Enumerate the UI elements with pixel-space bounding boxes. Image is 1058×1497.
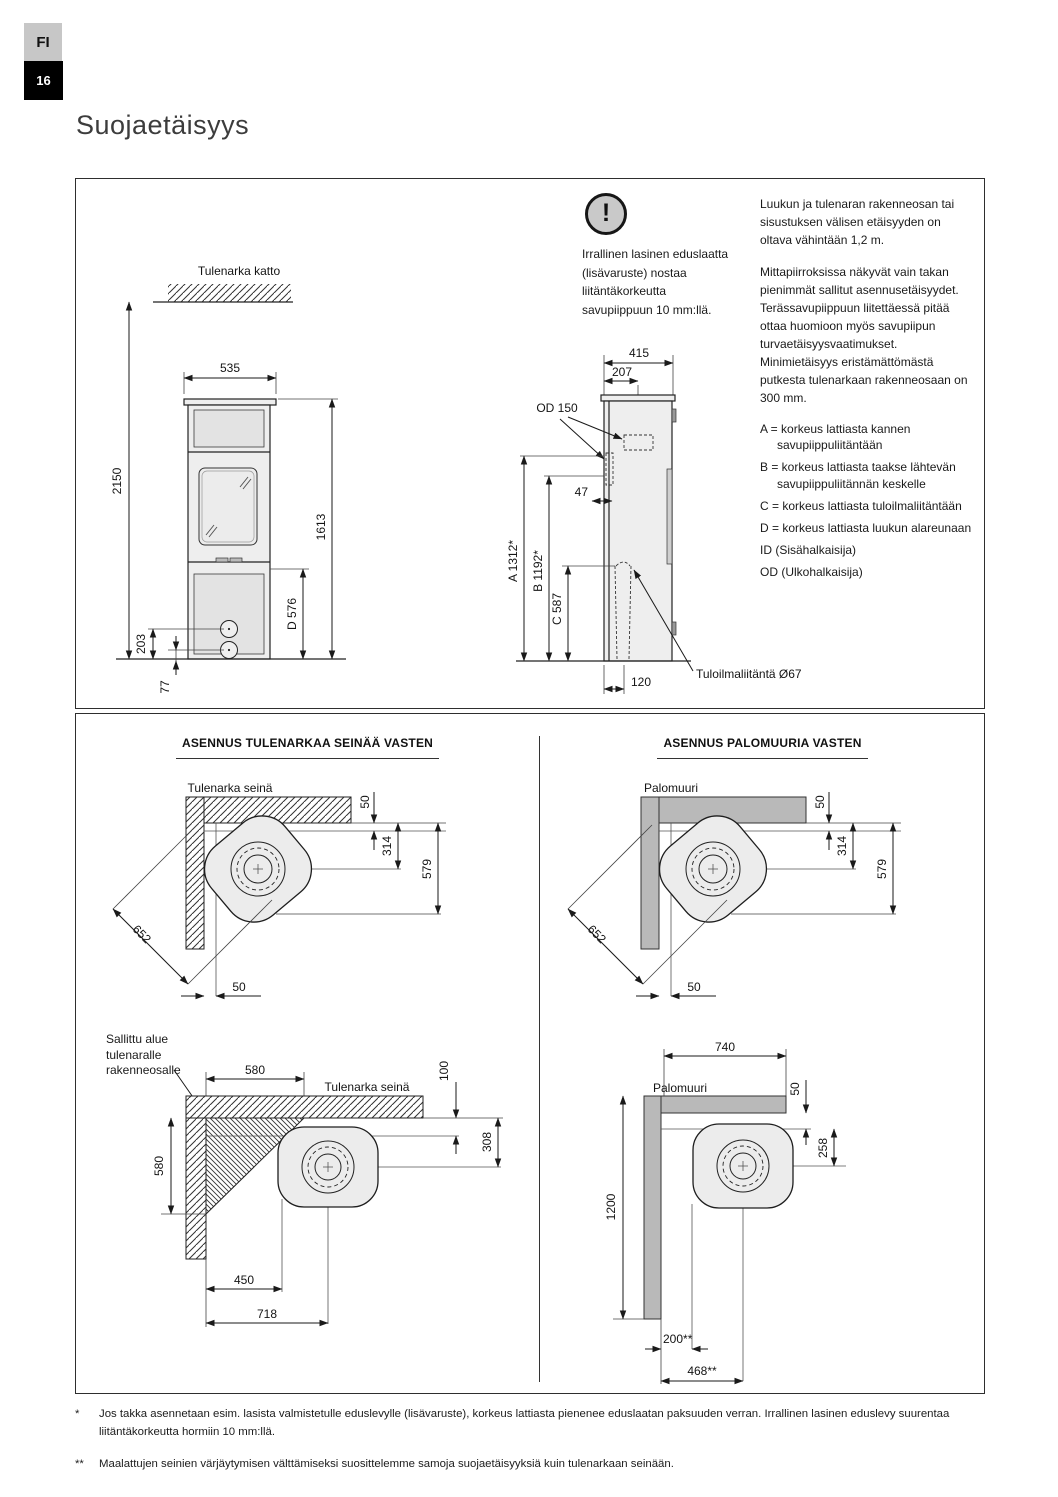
wall-firewall-diagram: [601, 1014, 1001, 1386]
svg-text:100: 100: [437, 1060, 451, 1082]
allowed-area-label: Sallittu alue tulenaralle rakenneosalle: [106, 1032, 181, 1078]
svg-text:258: 258: [816, 1137, 830, 1159]
footnote: [75, 1456, 959, 1474]
dim-2150: [110, 302, 129, 659]
dim-50-top: [358, 792, 374, 850]
footnote-marker: *: [75, 1408, 80, 1420]
svg-text:Palomuuri: Palomuuri: [644, 781, 699, 795]
flammable-ceiling: [153, 284, 293, 302]
column-divider: [539, 736, 540, 1382]
svg-text:308: 308: [480, 1131, 494, 1153]
legend-item: A = korkeus lattiasta kannen savupiippuliitäntään: [760, 422, 911, 453]
dim-579: [420, 823, 438, 914]
dim-314: [835, 823, 853, 869]
dimension-figure-panel: [75, 178, 985, 709]
svg-text:50: 50: [358, 795, 372, 809]
svg-text:579: 579: [420, 858, 434, 880]
svg-text:50: 50: [687, 980, 701, 994]
dim-579: [875, 823, 893, 914]
corner-firewall-diagram: [556, 774, 916, 1009]
footnote-text: Jos takka asennetaan esim. lasista valmistetulle eduslevylle (lisävaruste), korkeus lattiasta pienenee eduslaatan paksuuden verran. Irrallinen lasinen eduslevy suurentaa liitäntäkorkeutta hormiin 10 mm:llä.: [99, 1408, 950, 1438]
dim-314: [380, 823, 398, 869]
svg-text:1200: 1200: [604, 1193, 618, 1221]
svg-text:Tuloilmaliitäntä Ø67: Tuloilmaliitäntä Ø67: [696, 667, 802, 681]
dim-120: [604, 665, 651, 694]
wall-flammable-diagram: [91, 1014, 521, 1339]
svg-text:50: 50: [813, 795, 827, 809]
dim-258: [816, 1129, 834, 1166]
svg-text:652: 652: [129, 922, 154, 947]
svg-text:B 1192*: B 1192*: [531, 550, 545, 592]
legend-item: OD (Ulkohalkaisija): [760, 565, 863, 580]
svg-text:580: 580: [244, 1063, 266, 1077]
dim-50-top: [813, 792, 829, 850]
info-column: [760, 195, 974, 587]
svg-text:OD 150: OD 150: [536, 401, 578, 415]
svg-text:120: 120: [631, 675, 652, 689]
dim-1200: [604, 1096, 644, 1319]
svg-text:Tulenarka seinä: Tulenarka seinä: [324, 1080, 410, 1094]
dim-450: [206, 1273, 282, 1289]
svg-text:C 587: C 587: [550, 592, 564, 626]
language-tab: FI: [24, 23, 62, 61]
stove-front-body: [184, 399, 276, 659]
svg-text:50: 50: [232, 980, 246, 994]
svg-text:450: 450: [233, 1273, 255, 1287]
svg-text:1613: 1613: [314, 513, 328, 541]
footnotes: [75, 1406, 959, 1489]
svg-text:77: 77: [158, 680, 172, 694]
dim-50: [788, 1080, 806, 1145]
corner-flammable-wall-diagram: [101, 774, 461, 1009]
svg-text:740: 740: [714, 1040, 736, 1054]
svg-text:207: 207: [611, 365, 633, 379]
dim-50-side: [636, 980, 716, 996]
svg-text:314: 314: [380, 835, 394, 857]
warning-icon: !: [585, 193, 627, 235]
legend-item: D = korkeus lattiasta luukun alareunaan: [760, 520, 972, 535]
legend-item: B = korkeus lattiasta taakse lähtevän savupiippuliitännän keskelle: [760, 460, 956, 491]
dim-100: [437, 1061, 456, 1154]
svg-text:468**: 468**: [687, 1364, 717, 1378]
dim-200: [645, 1332, 708, 1349]
info-paragraph-2: Mittapiirroksissa näkyvät vain takan pienimmät sallitut asennusetäisyydet. Terässavupiippuun liitettäessä pitää ottaa huomioon myös savupiipun turvaetäisyysvaatimukset. Minimietäisyys eristämättömästä putkesta tulenarkaan rakenneosaan on 300 mm.: [760, 265, 968, 405]
page-title: Suojaetäisyys: [76, 110, 250, 140]
dim-535: [184, 361, 276, 394]
dim-308: [423, 1118, 503, 1167]
dim-50-side: [181, 980, 261, 996]
svg-text:D 576: D 576: [285, 597, 299, 631]
info-paragraph-1: Luukun ja tulenaran rakenneosan tai sisustuksen välisen etäisyyden on oltava vähintään 1,2 m.: [760, 197, 955, 247]
svg-text:718: 718: [256, 1307, 278, 1321]
dim-718: [206, 1307, 328, 1323]
svg-text:50: 50: [788, 1082, 802, 1096]
dim-468: [661, 1364, 743, 1381]
stove-top-view: [693, 1124, 793, 1208]
stove-front-view-diagram: [106, 244, 456, 714]
legend-item: ID (Sisähalkaisija): [760, 543, 857, 558]
svg-text:Tulenarka seinä: Tulenarka seinä: [187, 781, 273, 795]
right-column-header: ASENNUS PALOMUURIA VASTEN: [539, 736, 986, 759]
svg-text:580: 580: [152, 1155, 166, 1177]
footnote-text: Maalattujen seinien värjäytymisen välttämiseksi suosittelemme samoja suojaetäisyyksiä kuin tulenarkaan seinään.: [99, 1458, 674, 1471]
svg-text:203: 203: [134, 633, 148, 655]
dim-D576: [270, 569, 309, 659]
svg-text:314: 314: [835, 835, 849, 857]
svg-text:579: 579: [875, 858, 889, 880]
footnote: [75, 1406, 959, 1441]
glass-plate-note: Irrallinen lasinen eduslaatta (lisävaruste) nostaa liitäntäkorkeutta savupiippuun 10 mm:llä.: [582, 247, 729, 317]
svg-text:Palomuuri: Palomuuri: [653, 1081, 708, 1095]
svg-text:2150: 2150: [110, 467, 124, 495]
ceiling-label: Tulenarka katto: [197, 264, 281, 278]
installation-figure-panel: [75, 713, 985, 1394]
dimension-legend: [760, 421, 974, 581]
left-column-header: ASENNUS TULENARKAA SEINÄÄ VASTEN: [76, 736, 539, 759]
svg-text:200**: 200**: [663, 1332, 693, 1346]
svg-text:535: 535: [219, 361, 241, 375]
svg-text:47: 47: [574, 485, 588, 499]
footnote-marker: **: [75, 1458, 84, 1471]
page-number-badge: 16: [24, 61, 63, 100]
svg-text:415: 415: [628, 346, 650, 360]
stove-top-view: [278, 1127, 378, 1207]
legend-item: C = korkeus lattiasta tuloilmaliitäntään: [760, 498, 962, 513]
svg-text:A 1312*: A 1312*: [506, 539, 520, 583]
svg-text:652: 652: [584, 922, 609, 947]
dim-A: [506, 456, 604, 661]
